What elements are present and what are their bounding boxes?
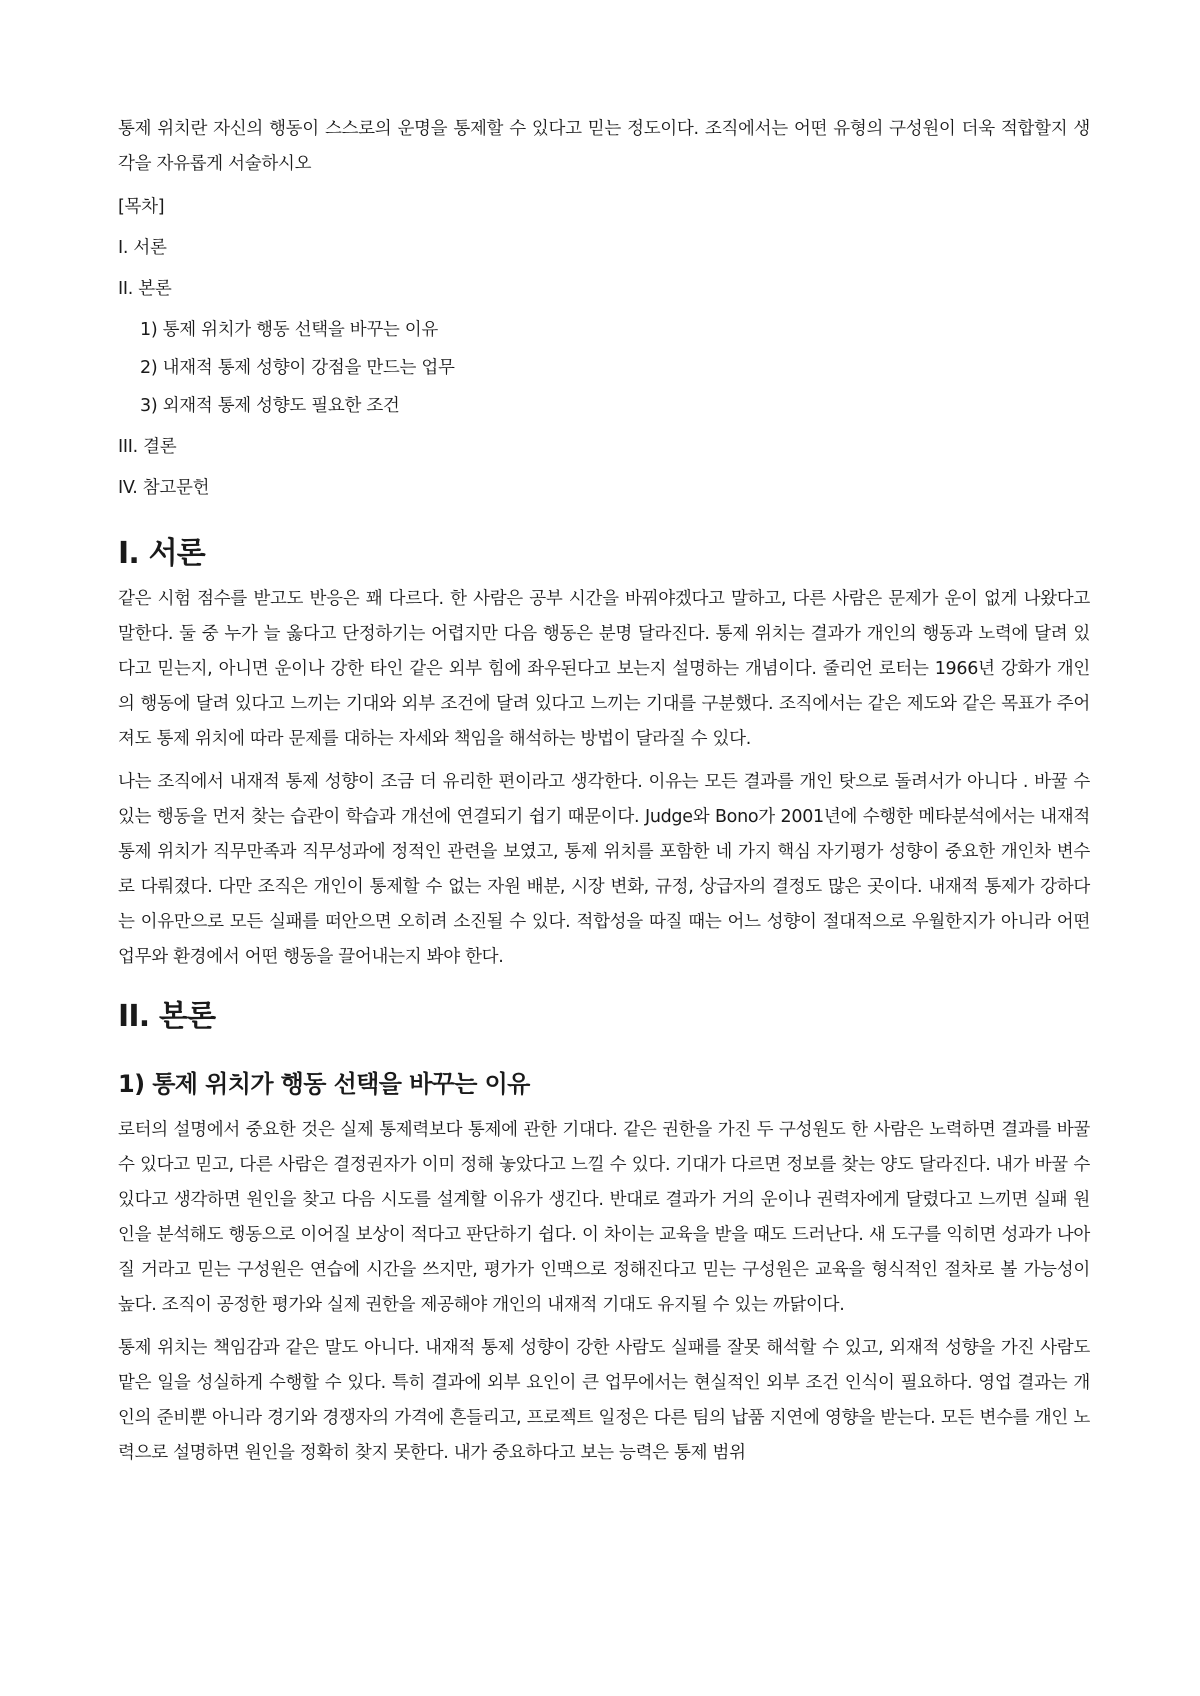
assignment-question: 통제 위치란 자신의 행동이 스스로의 운명을 통제할 수 있다고 믿는 정도이다. 조직에서는 어떤 유형의 구성원이 더욱 적합할지 생각을 자유롭게 서술하시오 bbox=[118, 119, 1090, 174]
toc-subitem: 2) 내재적 통제 성향이 강점을 만드는 업무 bbox=[140, 358, 455, 378]
toc-subitem: 1) 통제 위치가 행동 선택을 바꾸는 이유 bbox=[140, 320, 439, 340]
toc-heading: [목차] bbox=[118, 197, 165, 217]
subsection-heading: 1) 통제 위치가 행동 선택을 바꾸는 이유 bbox=[118, 1070, 530, 1098]
toc-item: IV. 참고문헌 bbox=[118, 478, 210, 498]
body-paragraph: 통제 위치는 책임감과 같은 말도 아니다. 내재적 통제 성향이 강한 사람도 실패를 잘못 해석할 수 있고, 외재적 성향을 가진 사람도 맡은 일을 성실하게 수행할 수 있다. 특히 결과에 외부 요인이 큰 업무에서는 현실적인 외부 조건 인식이 필요하다. 영업 결과는 개인의 준비뿐 아니라 경기와 경쟁자의 가격에 흔들리고, 프로젝트 일정은 다른 팀의 납품 지연에 영향을 받는다. 모든 변수를 개인 노력으로 설명하면 원인을 정확히 찾지 못한다. 내가 중요하다고 보는 능력은 통제 범위 bbox=[118, 1338, 1090, 1463]
toc-subitem: 3) 외재적 통제 성향도 필요한 조건 bbox=[140, 396, 400, 416]
intro-paragraph: 나는 조직에서 내재적 통제 성향이 조금 더 유리한 편이라고 생각한다. 이유는 모든 결과를 개인 탓으로 돌려서가 아니다 . 바꿀 수 있는 행동을 먼저 찾는 습관이 학습과 개선에 연결되기 쉽기 때문이다. Judge와 Bono가 2001년에 수행한 메타분석에서는 내재적 통제 위치가 직무만족과 직무성과에 정적인 관련을 보였고, 통제 위치를 포함한 네 가지 핵심 자기평가 성향이 중요한 개인차 변수로 다뤄졌다. 다만 조직은 개인이 통제할 수 없는 자원 배분, 시장 변화, 규정, 상급자의 결정도 많은 곳이다. 내재적 통제가 강하다는 이유만으로 모든 실패를 떠안으면 오히려 소진될 수 있다. 적합성을 따질 때는 어느 성향이 절대적으로 우월한지가 아니라 어떤 업무와 환경에서 어떤 행동을 끌어내는지 봐야 한다. bbox=[118, 772, 1090, 967]
section-heading-intro: I. 서론 bbox=[118, 536, 205, 571]
intro-paragraph: 같은 시험 점수를 받고도 반응은 꽤 다르다. 한 사람은 공부 시간을 바꿔야겠다고 말하고, 다른 사람은 문제가 운이 없게 나왔다고 말한다. 둘 중 누가 늘 옳다고 단정하기는 어렵지만 다음 행동은 분명 달라진다. 통제 위치는 결과가 개인의 행동과 노력에 달려 있다고 믿는지, 아니면 운이나 강한 타인 같은 외부 힘에 좌우된다고 보는지 설명하는 개념이다. 줄리언 로터는 1966년 강화가 개인의 행동에 달려 있다고 느끼는 기대와 외부 조건에 달려 있다고 느끼는 기대를 구분했다. 조직에서는 같은 제도와 같은 목표가 주어져도 통제 위치에 따라 문제를 대하는 자세와 책임을 해석하는 방법이 달라질 수 있다. bbox=[118, 589, 1090, 749]
document-page bbox=[118, 112, 1090, 1479]
toc-item: I. 서론 bbox=[118, 238, 167, 258]
section-heading-body: II. 본론 bbox=[118, 999, 216, 1034]
table-of-contents bbox=[118, 189, 1090, 506]
body-paragraph: 로터의 설명에서 중요한 것은 실제 통제력보다 통제에 관한 기대다. 같은 권한을 가진 두 구성원도 한 사람은 노력하면 결과를 바꿀 수 있다고 믿고, 다른 사람은 결정권자가 이미 정해 놓았다고 느낄 수 있다. 기대가 다르면 정보를 찾는 양도 달라진다. 내가 바꿀 수 있다고 생각하면 원인을 찾고 다음 시도를 설계할 이유가 생긴다. 반대로 결과가 거의 운이나 권력자에게 달렸다고 느끼면 실패 원인을 분석해도 행동으로 이어질 보상이 적다고 판단하기 쉽다. 이 차이는 교육을 받을 때도 드러난다. 새 도구를 익히면 성과가 나아질 거라고 믿는 구성원은 연습에 시간을 쓰지만, 평가가 인맥으로 정해진다고 믿는 구성원은 교육을 형식적인 절차로 볼 가능성이 높다. 조직이 공정한 평가와 실제 권한을 제공해야 개인의 내재적 기대도 유지될 수 있는 까닭이다. bbox=[118, 1120, 1090, 1315]
toc-item: III. 결론 bbox=[118, 437, 177, 457]
toc-item: II. 본론 bbox=[118, 279, 172, 299]
